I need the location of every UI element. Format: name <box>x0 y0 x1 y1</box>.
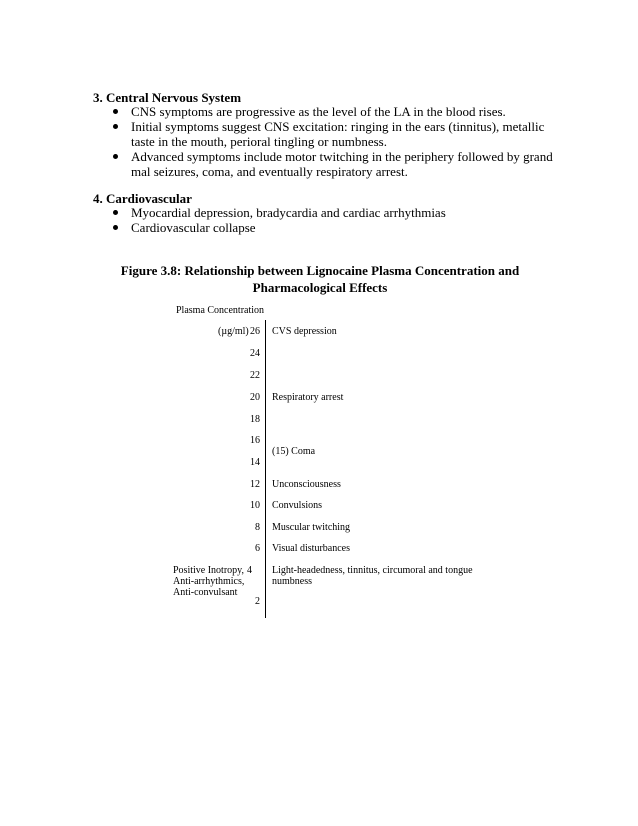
list-item <box>93 119 553 149</box>
tick-label-4: 4 <box>247 565 252 576</box>
list-item <box>93 149 553 179</box>
bullet-icon <box>113 154 118 159</box>
tick-label-20: 20 <box>250 392 260 403</box>
bullet-icon <box>113 109 118 114</box>
bullet-text: CNS symptoms are progressive as the level of the LA in the blood rises. <box>131 104 506 119</box>
tick-label-10: 10 <box>250 500 260 511</box>
bullet-text: Cardiovascular collapse <box>131 220 256 235</box>
section-heading-cardiovascular: 4. Cardiovascular <box>93 191 192 206</box>
effect-label-respiratory-arrest: Respiratory arrest <box>272 392 344 403</box>
bullet-icon <box>113 124 118 129</box>
list-item <box>93 205 553 220</box>
list-item <box>93 220 553 235</box>
list-item <box>93 104 553 119</box>
effect-label-muscular-twitching: Muscular twitching <box>272 522 351 533</box>
bullet-icon <box>113 210 118 215</box>
therapeutic-effects-label <box>173 565 244 598</box>
effect-label-cvs-depression: CVS depression <box>272 326 337 337</box>
tick-label-16: 16 <box>250 435 260 446</box>
tick-label-26: 26 <box>250 326 260 337</box>
bullet-text: Myocardial depression, bradycardia and cardiac arrhythmias <box>131 205 446 220</box>
effect-label-line1: Light-headedness, tinnitus, circumoral and tongue <box>272 565 473 576</box>
tick-label-12: 12 <box>250 479 260 490</box>
axis-unit: (µg/ml) <box>218 326 249 337</box>
tick-label-22: 22 <box>250 370 260 381</box>
effect-label-coma: (15) Coma <box>272 446 316 457</box>
tick-label-8: 8 <box>255 522 260 533</box>
figure-caption-line2: Pharmacological Effects <box>252 280 388 295</box>
bullet-text: Initial symptoms suggest CNS excitation: ringing in the ears (tinnitus), metallic taste in the mouth, perioral tingling or numbness. <box>131 119 545 149</box>
tick-label-18: 18 <box>250 414 260 425</box>
bullet-text: Advanced symptoms include motor twitching in the periphery followed by grand mal seizures, coma, and eventually respiratory arrest. <box>131 149 553 179</box>
therapeutic-effect-line1: Positive Inotropy, <box>173 565 245 576</box>
figure-caption-line1: Figure 3.8: Relationship between Lignocaine Plasma Concentration and <box>120 263 520 278</box>
axis-title: Plasma Concentration <box>176 305 265 316</box>
effect-label-unconsciousness: Unconsciousness <box>272 479 341 490</box>
tick-label-6: 6 <box>255 543 260 554</box>
tick-label-2: 2 <box>255 596 260 607</box>
tick-label-24: 24 <box>250 348 260 359</box>
therapeutic-effect-line2: Anti-arrhythmics, <box>173 576 245 587</box>
therapeutic-effect-line3: Anti-convulsant <box>173 587 238 598</box>
section-heading-cns: 3. Central Nervous System <box>93 90 242 105</box>
effect-label-light-headedness <box>272 565 473 587</box>
tick-label-14: 14 <box>250 457 260 468</box>
effect-label-convulsions: Convulsions <box>272 500 323 511</box>
effect-label-visual-disturbances: Visual disturbances <box>272 543 350 554</box>
figure-caption <box>100 262 540 296</box>
cns-bullet-list <box>93 104 553 179</box>
bullet-icon <box>113 225 118 230</box>
axis-line <box>265 320 266 618</box>
effect-label-line2: numbness <box>272 576 312 587</box>
cardiovascular-bullet-list <box>93 205 553 235</box>
